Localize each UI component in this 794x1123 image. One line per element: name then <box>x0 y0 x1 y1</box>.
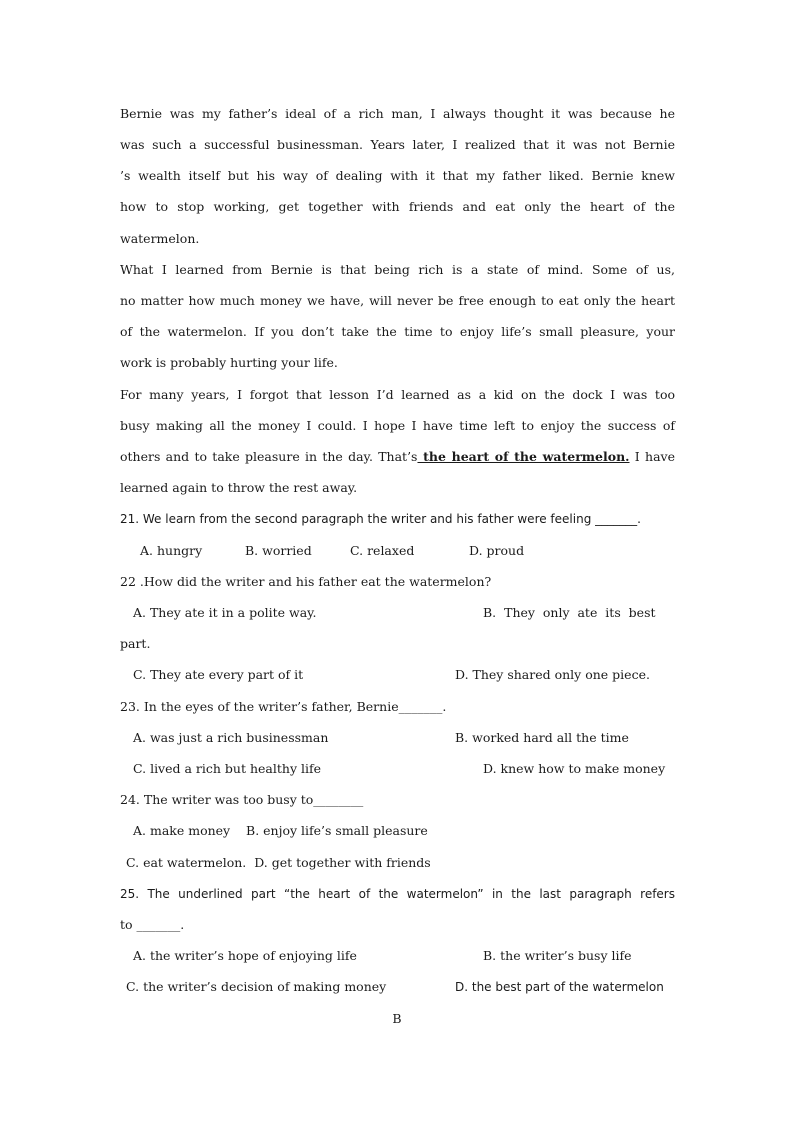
passage-line: Bernie was my father’s ideal of a rich man, I always thought it was because he <box>120 106 675 121</box>
passage-line: work is probably hurting your life. <box>120 355 338 370</box>
question-25-stem: 25. The underlined part “the heart of the watermelon” in the last paragraph refers <box>120 887 675 901</box>
passage-line: ’s wealth itself but his way of dealing with it that my father liked. Bernie knew <box>120 168 675 183</box>
passage-line: no matter how much money we have, will never be free enough to eat only the heart <box>120 293 675 308</box>
q24-options-cd[interactable]: C. eat watermelon. D. get together with friends <box>126 855 431 870</box>
q23-option-a[interactable]: A. was just a rich businessman <box>133 730 329 745</box>
passage-text: others and to take pleasure in the day. That’s <box>120 449 418 464</box>
q22-option-b[interactable]: B. They only ate its best <box>483 605 656 620</box>
passage-line: busy making all the money I could. I hope I have time left to enjoy the success of <box>120 418 675 433</box>
question-22-stem: 22 .How did the writer and his father eat the watermelon? <box>120 574 492 589</box>
q25-option-b[interactable]: B. the writer’s busy life <box>483 948 632 963</box>
q23-option-d[interactable]: D. knew how to make money <box>483 761 666 776</box>
q25-option-c[interactable]: C. the writer’s decision of making money <box>126 979 387 994</box>
q21-option-a[interactable]: A. hungry <box>140 543 203 558</box>
passage-line <box>120 447 675 467</box>
q23-option-b[interactable]: B. worked hard all the time <box>455 730 629 745</box>
q24-options-ab[interactable]: A. make money B. enjoy life’s small pleasure <box>133 823 428 838</box>
q21-option-d[interactable]: D. proud <box>469 543 525 558</box>
section-label: B <box>392 1011 402 1026</box>
question-24-stem: 24. The writer was too busy to________ <box>120 792 364 807</box>
q25-option-a[interactable]: A. the writer’s hope of enjoying life <box>133 948 357 963</box>
passage-line: What I learned from Bernie is that being rich is a state of mind. Some of us, <box>120 262 675 277</box>
passage-text: I have <box>629 449 675 464</box>
passage-line: learned again to throw the rest away. <box>120 480 358 495</box>
passage-line: of the watermelon. If you don’t take the time to enjoy life’s small pleasure, your <box>120 324 675 339</box>
q21-option-c[interactable]: C. relaxed <box>350 543 415 558</box>
underlined-phrase: the heart of the watermelon. <box>417 449 630 464</box>
q21-option-b[interactable]: B. worried <box>245 543 312 558</box>
q22-option-a[interactable]: A. They ate it in a polite way. <box>133 605 317 620</box>
q22-option-c[interactable]: C. They ate every part of it <box>133 667 304 682</box>
q22-option-d[interactable]: D. They shared only one piece. <box>455 667 650 682</box>
passage-line: was such a successful businessman. Years later, I realized that it was not Bernie <box>120 137 675 152</box>
passage-line: For many years, I forgot that lesson I’d learned as a kid on the dock I was too <box>120 387 675 402</box>
question-21-stem: 21. We learn from the second paragraph the writer and his father were feeling _______. <box>120 512 641 526</box>
q23-option-c[interactable]: C. lived a rich but healthy life <box>133 761 321 776</box>
question-23-stem: 23. In the eyes of the writer’s father, Bernie_______. <box>120 699 447 714</box>
q22-option-b-continued: part. <box>120 636 151 651</box>
passage-line: how to stop working, get together with friends and eat only the heart of the <box>120 199 675 214</box>
q25-option-d[interactable]: D. the best part of the watermelon <box>455 980 664 994</box>
question-25-stem-continued: to _______. <box>120 917 185 932</box>
passage-line: watermelon. <box>120 231 200 246</box>
